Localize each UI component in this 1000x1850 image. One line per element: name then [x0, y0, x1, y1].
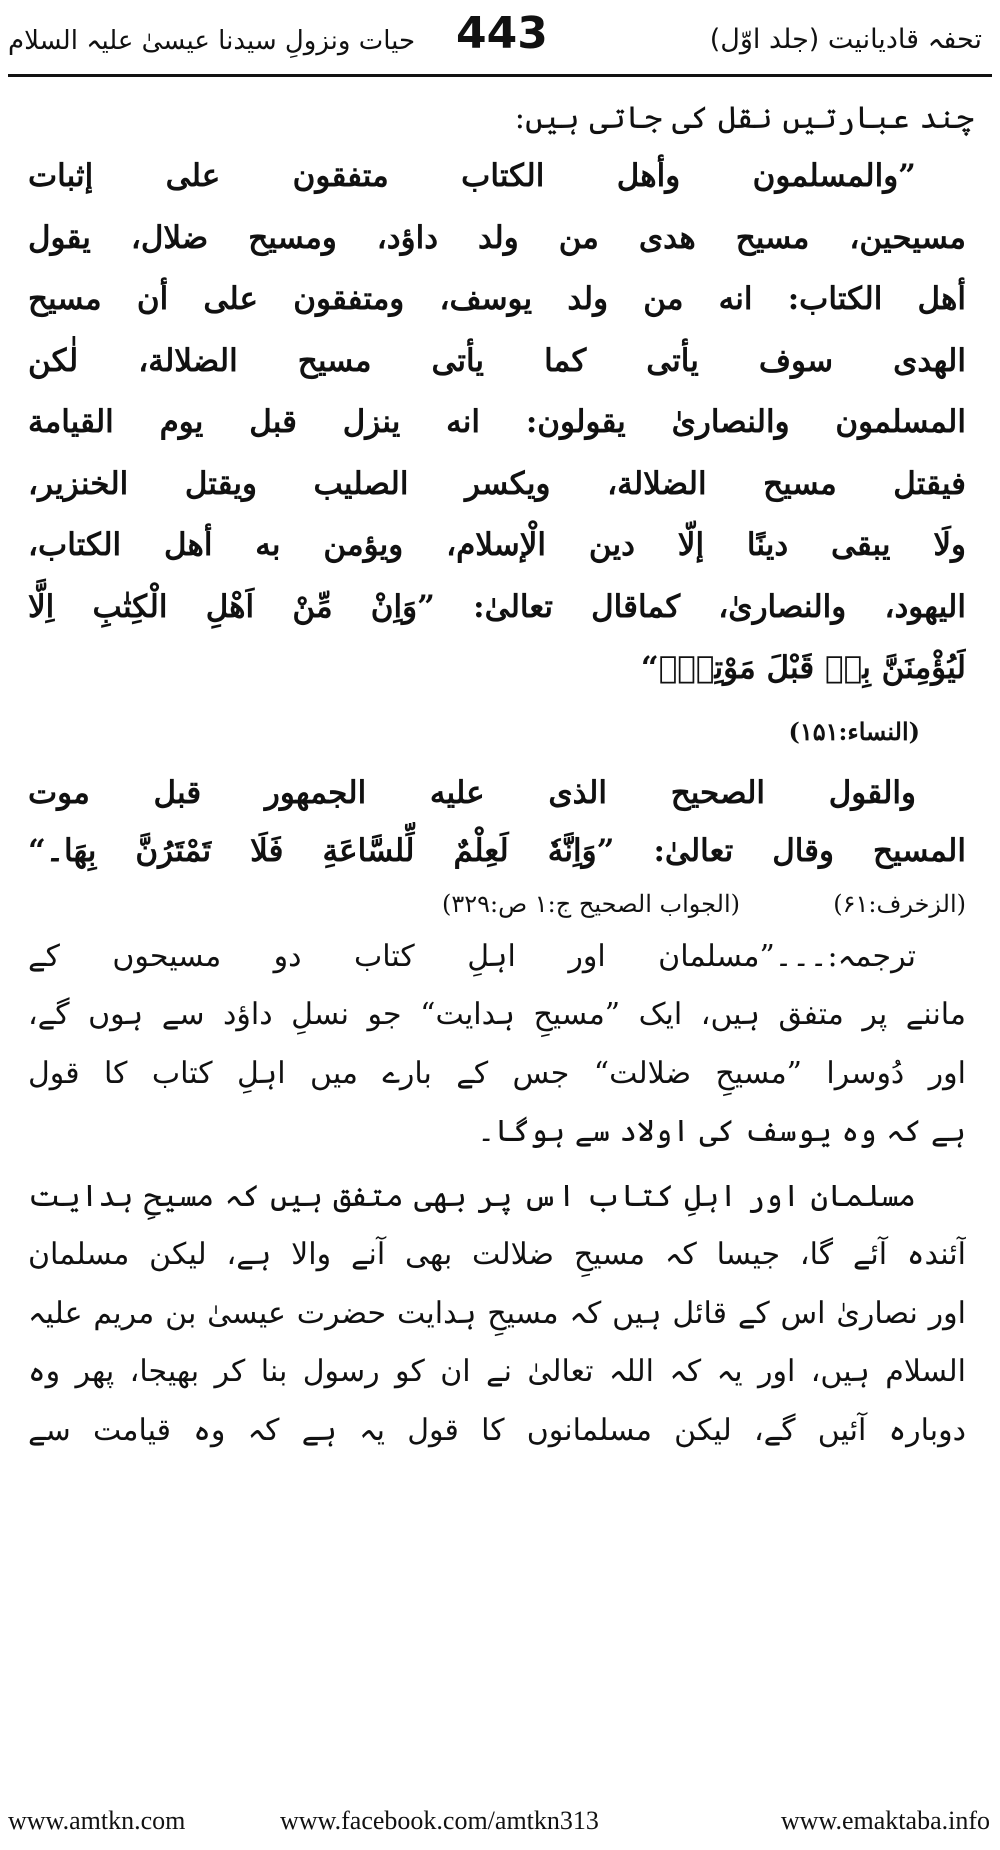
urdu-line: ماننے پر متفق ہیں، ایک ”مسیحِ ہدایت“ جو نسلِ داؤد سے ہوں گے،: [28, 997, 966, 1032]
arabic-line: المسيح وقال تعالىٰ: ”وَاِنَّهٗ لَعِلْمٌ لِّلسَّاعَةِ فَلَا تَمْتَرُنَّ بِهَا۔“: [28, 832, 966, 869]
reference-nisa: (النساء:۱۵۱): [788, 716, 920, 746]
intro-line: چند عبارتیں نقل کی جاتی ہیں:: [514, 100, 974, 136]
arabic-line: ولَا يبقى دينًا إلّا دين الْإسلام، ويؤمن به أهل الكتاب،: [28, 527, 966, 563]
reference-row: [20, 880, 966, 928]
page-header: [0, 0, 1000, 68]
urdu-line: اور دُوسرا ”مسیحِ ضلالت“ جس کے بارے میں اہلِ کتاب کا قول: [28, 1055, 966, 1091]
reference-jawab: (الجواب الصحیح ج:۱ ص:۳۲۹): [441, 889, 740, 918]
arabic-line: لَيُؤْمِنَنَّ بِهٖ قَبْلَ مَوْتِهٖ۔“: [640, 650, 966, 686]
footer-link-emaktaba[interactable]: www.emaktaba.info: [780, 1806, 990, 1835]
urdu-translation-2: [20, 1168, 980, 1461]
book-title: تحفہ قادیانیت (جلد اوّل): [709, 24, 982, 55]
arabic-line: ”والمسلمون وأهل الكتاب متفقون على إثبات: [28, 158, 916, 194]
arabic-line: المسلمون والنصارىٰ يقولون: انه ينزل قبل يوم القيامة: [28, 404, 966, 440]
urdu-line: آئندہ آئے گا، جیسا کہ مسیحِ ضلالت بھی آنے والا ہے، لیکن مسلمان: [28, 1237, 966, 1272]
footer-link-facebook[interactable]: www.facebook.com/amtkn313: [280, 1806, 599, 1835]
urdu-line: دوبارہ آئیں گے، لیکن مسلمانوں کا قول یہ ہے کہ وہ قیامت سے: [28, 1412, 966, 1448]
urdu-translation: [20, 928, 980, 1162]
reference-zukhruf: (الزخرف:۶۱): [833, 889, 966, 918]
urdu-line: السلام ہیں، اور یہ کہ اللہ تعالیٰ نے ان کو رسول بنا کر بھیجا، پھر وہ: [28, 1354, 966, 1389]
arabic-quote-2: [20, 764, 980, 880]
arabic-line: مسيحين، مسيح هدى من ولد داؤد، ومسيح ضلال، يقول: [28, 219, 966, 256]
footer-link-amtkn[interactable]: www.amtkn.com: [8, 1806, 186, 1835]
arabic-line: اليهود، والنصارىٰ، كماقال تعالىٰ: ”وَاِنْ مِّنْ اَهْلِ الْكِتٰبِ اِلَّا: [28, 588, 966, 625]
header-rule: [8, 74, 992, 77]
urdu-line: اور نصاریٰ اس کے قائل ہیں کہ مسیحِ ہدایت حضرت عیسیٰ بن مریم علیہ: [28, 1295, 966, 1331]
arabic-line: أهل الكتاب: انه من ولد يوسف، ومتفقون على أن مسيح: [28, 281, 966, 317]
chapter-title: حیات ونزولِ سیدنا عیسیٰ علیہ السلام: [8, 26, 416, 56]
urdu-line: ترجمہ:۔۔۔”مسلمان اور اہلِ کتاب دو مسیحوں کے: [28, 938, 916, 974]
arabic-line: والقول الصحيح الذى عليه الجمهور قبل موت: [28, 774, 916, 811]
arabic-line: فيقتل مسيح الضلالة، ويكسر الصليب ويقتل الخنزير،: [28, 465, 966, 502]
page-footer: [0, 1800, 1000, 1840]
urdu-line: مسلمان اور اہلِ کتاب اس پر بھی متفق ہیں کہ مسیحِ ہدایت: [28, 1178, 916, 1214]
arabic-line: الهدى سوف يأتى كما يأتى مسيح الضلالة، لٰكن: [28, 342, 966, 379]
page-body: [20, 90, 980, 1460]
arabic-quote: [20, 146, 980, 700]
page-number: 443: [456, 8, 548, 59]
urdu-line: ہے کہ وہ یوسف کی اولاد سے ہوگا۔: [477, 1114, 966, 1149]
